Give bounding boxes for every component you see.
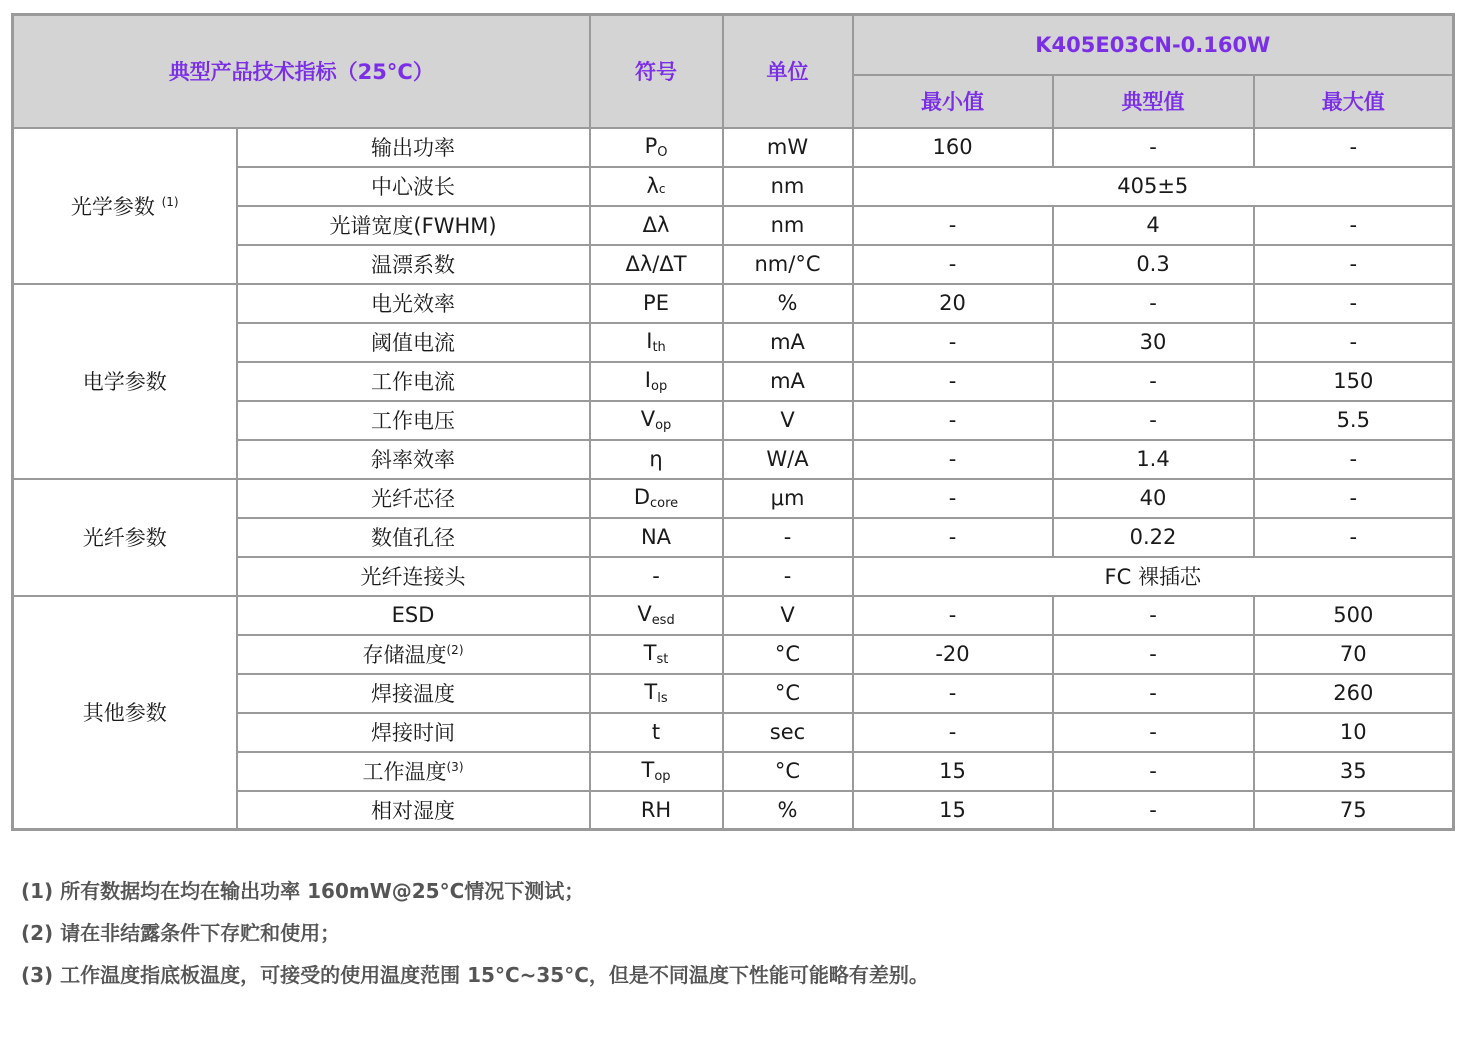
param-name	[237, 401, 590, 440]
min-value: -	[853, 245, 1053, 284]
typ-value: -	[1053, 752, 1254, 791]
symbol-main: NA	[640, 525, 672, 549]
param-label: 存储温度	[362, 643, 447, 667]
unit: mW	[723, 128, 853, 167]
min-value: 15	[853, 752, 1053, 791]
param-label: 电光效率	[371, 292, 455, 316]
symbol-main: -	[652, 564, 660, 588]
unit: nm/°C	[723, 245, 853, 284]
typ-value: 0.22	[1053, 518, 1254, 557]
param-label: 数值孔径	[371, 526, 455, 550]
param-label: 焊接温度	[371, 682, 455, 706]
table-row	[13, 596, 1454, 635]
symbol	[590, 362, 723, 401]
typ-value: 1.4	[1053, 440, 1254, 479]
group-name: 光学参数	[70, 194, 155, 219]
symbol-subscript: esd	[651, 613, 675, 628]
param-label: 温漂系数	[371, 253, 455, 277]
max-value: -	[1254, 128, 1454, 167]
max-value: -	[1254, 245, 1454, 284]
group-label	[13, 479, 237, 596]
typ-value: -	[1053, 635, 1254, 674]
param-label: 光纤芯径	[371, 487, 455, 511]
param-label: 光谱宽度(FWHM)	[329, 214, 497, 238]
typ-value: -	[1053, 362, 1254, 401]
group-label	[13, 596, 237, 830]
unit: -	[723, 557, 853, 596]
symbol-main: I	[644, 368, 651, 392]
unit: %	[723, 284, 853, 323]
symbol	[590, 752, 723, 791]
group-label	[13, 128, 237, 284]
footnotes	[21, 872, 1441, 998]
symbol	[590, 401, 723, 440]
max-value: -	[1254, 518, 1454, 557]
symbol	[590, 596, 723, 635]
unit: °C	[723, 635, 853, 674]
min-value: 15	[853, 791, 1053, 830]
min-value: -20	[853, 635, 1053, 674]
symbol-main: T	[641, 758, 655, 782]
min-value: -	[853, 362, 1053, 401]
typ-value: 0.3	[1053, 245, 1254, 284]
min-value: 20	[853, 284, 1053, 323]
symbol-main: RH	[640, 797, 672, 822]
unit: °C	[723, 674, 853, 713]
param-name	[237, 128, 590, 167]
symbol-main: T	[643, 641, 657, 665]
param-label: 输出功率	[371, 136, 455, 160]
param-name	[237, 245, 590, 284]
symbol-subscript: core	[650, 496, 679, 511]
symbol-subscript: st	[656, 652, 669, 667]
unit: W/A	[723, 440, 853, 479]
param-name	[237, 713, 590, 752]
header-max: 最大值	[1254, 75, 1454, 128]
param-name	[237, 635, 590, 674]
param-name	[237, 518, 590, 557]
symbol-subscript: op	[655, 418, 672, 433]
symbol-main: D	[633, 485, 651, 509]
max-value: -	[1254, 440, 1454, 479]
symbol-main: V	[637, 602, 652, 626]
symbol	[590, 713, 723, 752]
header-min: 最小值	[853, 75, 1053, 128]
param-footnote-ref: (3)	[446, 760, 464, 774]
symbol-main: t	[651, 720, 661, 744]
symbol-subscript: ls	[657, 691, 668, 706]
symbol	[590, 128, 723, 167]
footnote-3: (3) 工作温度指底板温度，可接受的使用温度范围 15°C~35°C，但是不同温度下性能可能略有差别。	[21, 963, 929, 987]
symbol	[590, 323, 723, 362]
spec-table	[11, 13, 1455, 831]
param-label: 光纤连接头	[360, 565, 466, 589]
max-value: 150	[1254, 362, 1454, 401]
unit: -	[723, 518, 853, 557]
header-model: K405E03CN-0.160W	[853, 15, 1454, 75]
typ-value: -	[1053, 401, 1254, 440]
typ-value: -	[1053, 284, 1254, 323]
max-value: -	[1254, 323, 1454, 362]
param-label: 工作电压	[371, 409, 455, 433]
max-value: 500	[1254, 596, 1454, 635]
symbol-main: Δλ/ΔT	[625, 252, 687, 276]
table-header	[13, 15, 1454, 128]
min-value: -	[853, 713, 1053, 752]
symbol-main: η	[649, 447, 663, 471]
param-name	[237, 362, 590, 401]
symbol-main: T	[644, 680, 658, 704]
param-name	[237, 674, 590, 713]
max-value: 35	[1254, 752, 1454, 791]
min-value: -	[853, 401, 1053, 440]
param-name	[237, 284, 590, 323]
param-name	[237, 167, 590, 206]
symbol	[590, 245, 723, 284]
symbol	[590, 206, 723, 245]
param-name	[237, 752, 590, 791]
param-footnote-ref: (2)	[446, 643, 464, 657]
unit: °C	[723, 752, 853, 791]
symbol-subscript: th	[652, 340, 666, 355]
typ-value: -	[1053, 713, 1254, 752]
group-label	[13, 284, 237, 479]
param-label: 工作温度	[362, 760, 447, 784]
min-value: -	[853, 323, 1053, 362]
min-value: -	[853, 596, 1053, 635]
typ-value: -	[1053, 791, 1254, 830]
table-row	[13, 284, 1454, 323]
max-value: 10	[1254, 713, 1454, 752]
max-value: 260	[1254, 674, 1454, 713]
unit: V	[723, 401, 853, 440]
symbol	[590, 479, 723, 518]
symbol	[590, 284, 723, 323]
group-footnote-ref: (1)	[161, 194, 179, 209]
unit: V	[723, 596, 853, 635]
typ-value: 4	[1053, 206, 1254, 245]
max-value: -	[1254, 479, 1454, 518]
spanned-value: 405±5	[853, 167, 1454, 206]
spanned-value: FC 裸插芯	[853, 557, 1454, 596]
param-name	[237, 479, 590, 518]
table-body	[13, 128, 1454, 830]
max-value: 5.5	[1254, 401, 1454, 440]
max-value: -	[1254, 284, 1454, 323]
param-name	[237, 596, 590, 635]
symbol	[590, 440, 723, 479]
symbol-subscript: op	[654, 769, 671, 784]
param-name	[237, 557, 590, 596]
header-symbol: 符号	[590, 15, 723, 128]
symbol-superscript: c	[658, 182, 666, 196]
min-value: -	[853, 518, 1053, 557]
symbol-main: I	[646, 329, 653, 353]
param-label: 中心波长	[371, 175, 455, 199]
table-row	[13, 128, 1454, 167]
max-value: 70	[1254, 635, 1454, 674]
header-typ: 典型值	[1053, 75, 1254, 128]
param-label: 焊接时间	[371, 721, 455, 745]
param-label: 阈值电流	[371, 331, 455, 355]
header-unit: 单位	[723, 15, 853, 128]
typ-value: -	[1053, 128, 1254, 167]
param-name	[237, 440, 590, 479]
footnote-1: (1) 所有数据均在均在输出功率 160mW@25°C情况下测试；	[21, 879, 585, 903]
unit: mA	[723, 323, 853, 362]
unit: sec	[723, 713, 853, 752]
footnote-2: (2) 请在非结露条件下存贮和使用；	[21, 921, 341, 945]
group-name: 光纤参数	[82, 526, 167, 550]
symbol-main: Δλ	[642, 213, 670, 237]
max-value: 75	[1254, 791, 1454, 830]
symbol-main: P	[644, 134, 658, 158]
symbol-subscript: op	[651, 379, 668, 394]
symbol-subscript: O	[657, 145, 668, 160]
unit: nm	[723, 167, 853, 206]
param-name	[237, 791, 590, 830]
min-value: -	[853, 206, 1053, 245]
min-value: -	[853, 674, 1053, 713]
group-name: 其他参数	[82, 701, 167, 726]
symbol	[590, 557, 723, 596]
symbol	[590, 167, 723, 206]
symbol-main: λ	[646, 174, 659, 198]
unit: μm	[723, 479, 853, 518]
min-value: 160	[853, 128, 1053, 167]
table-row	[13, 479, 1454, 518]
param-label: 斜率效率	[371, 448, 455, 472]
unit: mA	[723, 362, 853, 401]
typ-value: 40	[1053, 479, 1254, 518]
min-value: -	[853, 479, 1053, 518]
typ-value: -	[1053, 674, 1254, 713]
param-name	[237, 323, 590, 362]
param-label: 工作电流	[371, 370, 455, 394]
header-title: 典型产品技术指标（25°C）	[13, 15, 590, 128]
typ-value: -	[1053, 596, 1254, 635]
min-value: -	[853, 440, 1053, 479]
symbol	[590, 518, 723, 557]
unit: %	[723, 791, 853, 830]
max-value: -	[1254, 206, 1454, 245]
group-name: 电学参数	[82, 370, 167, 394]
symbol	[590, 674, 723, 713]
symbol	[590, 635, 723, 674]
symbol	[590, 791, 723, 830]
symbol-main: PE	[643, 291, 669, 315]
param-name	[237, 206, 590, 245]
param-label: ESD	[391, 603, 435, 627]
typ-value: 30	[1053, 323, 1254, 362]
unit: nm	[723, 206, 853, 245]
symbol-main: V	[640, 407, 656, 431]
param-label: 相对湿度	[371, 798, 455, 823]
